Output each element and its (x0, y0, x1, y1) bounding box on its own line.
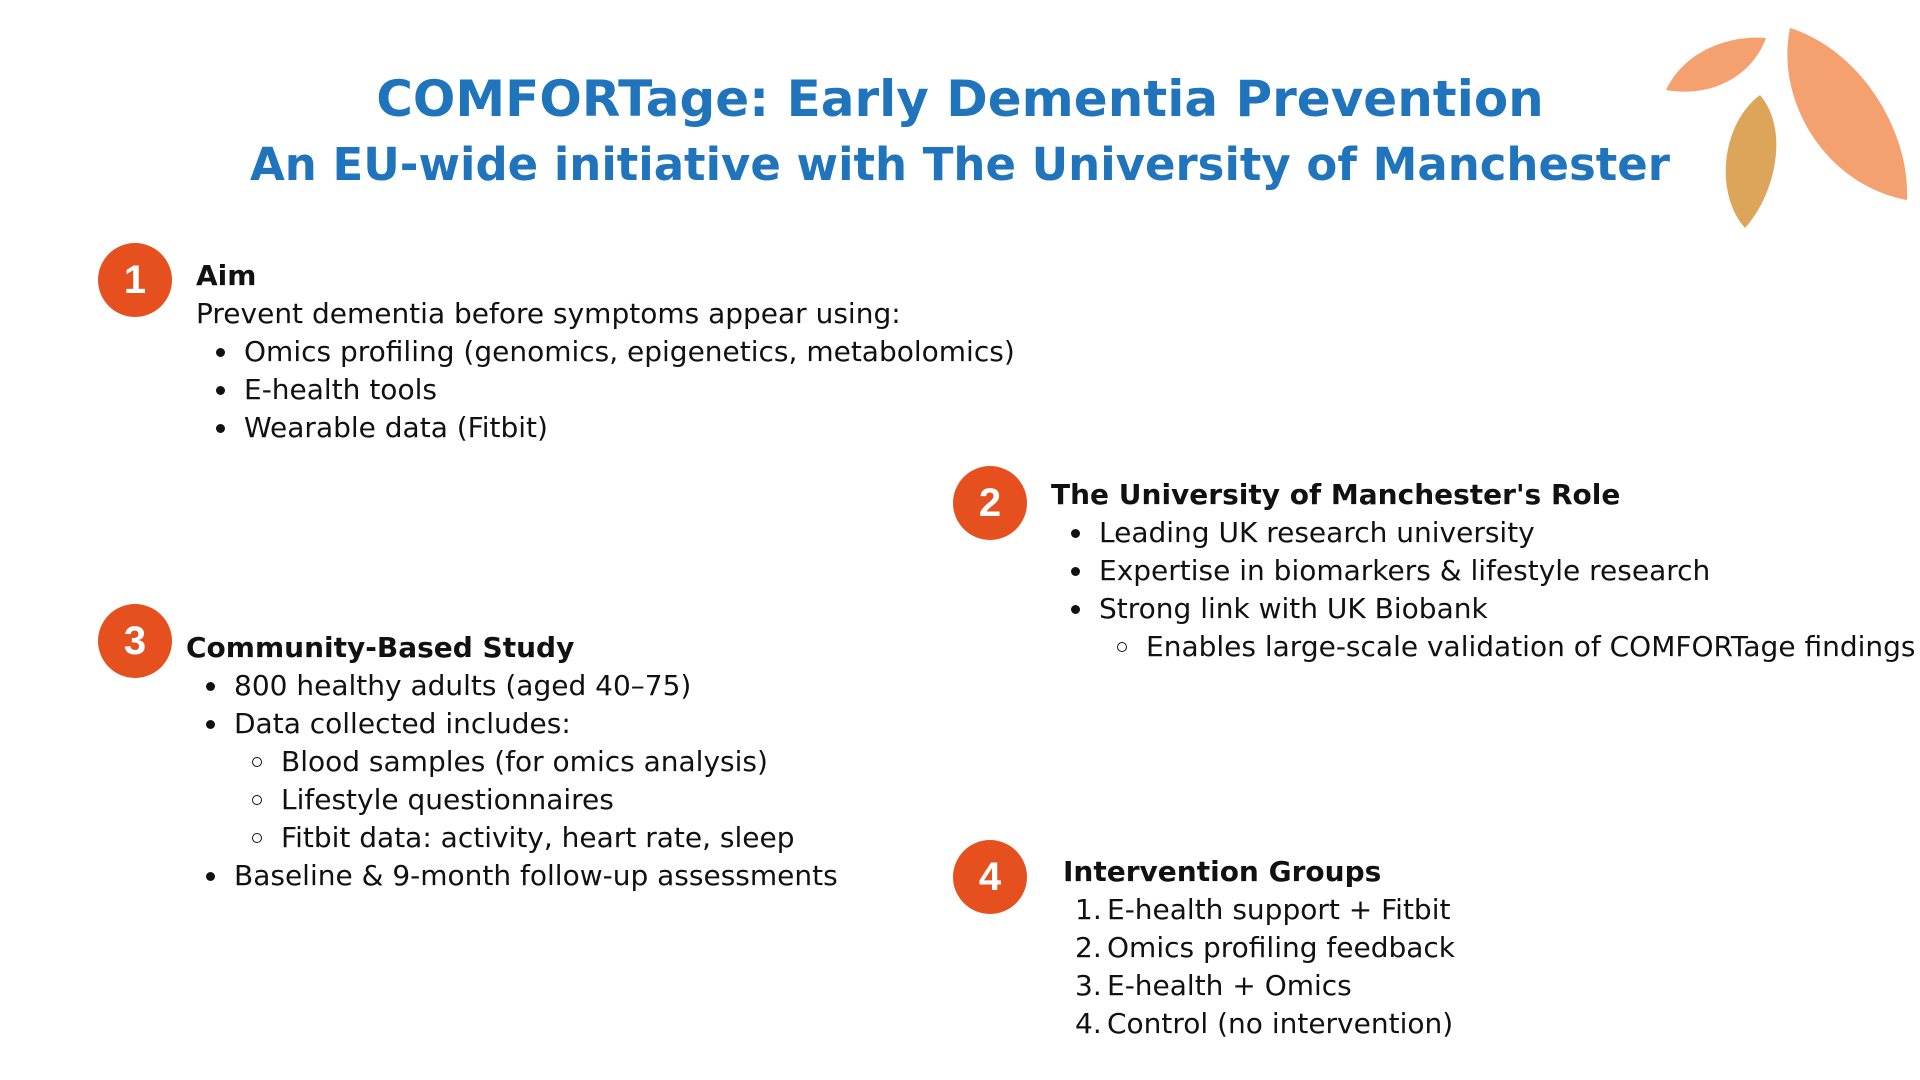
list-item: Baseline & 9-month follow-up assessments (186, 857, 838, 895)
list-item (1075, 929, 1455, 967)
sub-list-item: Blood samples (for omics analysis) (186, 743, 838, 781)
aim-list (196, 333, 1015, 447)
sub-list-item: Lifestyle questionnaires (186, 781, 838, 819)
list-item: Omics profiling (genomics, epigenetics, metabolomics) (196, 333, 1015, 371)
page-title: COMFORTage: Early Dementia Prevention (376, 70, 1544, 128)
leaf-left-icon (1666, 38, 1766, 92)
page-subtitle: An EU-wide initiative with The University of Manchester (249, 138, 1670, 191)
section-3-badge: 3 (98, 604, 172, 678)
study-list (186, 667, 838, 895)
aim-intro: Prevent dementia before symptoms appear using: (196, 297, 901, 330)
item-text: E-health + Omics (1107, 969, 1352, 1002)
item-text: E-health support + Fitbit (1107, 893, 1451, 926)
groups-section (1063, 853, 1455, 1043)
list-item: E-health tools (196, 371, 1015, 409)
list-item (1075, 967, 1455, 1005)
study-section (186, 629, 838, 895)
groups-list (1063, 891, 1455, 1043)
item-number: 3. (1075, 969, 1102, 1002)
item-text: Omics profiling feedback (1107, 931, 1456, 964)
item-number: 1. (1075, 893, 1102, 926)
role-list (1051, 514, 1916, 666)
list-item: Leading UK research university (1051, 514, 1916, 552)
role-heading: The University of Manchester's Role (1051, 478, 1621, 511)
section-2-badge: 2 (953, 466, 1027, 540)
leaf-decoration-icon (1660, 20, 1920, 240)
list-item: 800 healthy adults (aged 40–75) (186, 667, 838, 705)
leaf-right-icon (1787, 28, 1907, 200)
list-item (1075, 1005, 1455, 1043)
section-1-badge: 1 (98, 243, 172, 317)
sub-list-item: Enables large-scale validation of COMFORTage findings (1051, 628, 1916, 666)
study-heading: Community-Based Study (186, 631, 575, 664)
list-item: Expertise in biomarkers & lifestyle research (1051, 552, 1916, 590)
section-4-badge: 4 (953, 840, 1027, 914)
role-section (1051, 476, 1916, 666)
groups-heading: Intervention Groups (1063, 855, 1382, 888)
sub-list-item: Fitbit data: activity, heart rate, sleep (186, 819, 838, 857)
leaf-gold-icon (1726, 95, 1777, 228)
aim-heading: Aim (196, 259, 257, 292)
list-item: Wearable data (Fitbit) (196, 409, 1015, 447)
list-item (1075, 891, 1455, 929)
aim-section (196, 257, 1015, 447)
list-item: Strong link with UK Biobank (1051, 590, 1916, 628)
list-item: Data collected includes: (186, 705, 838, 743)
item-number: 2. (1075, 931, 1102, 964)
item-text: Control (no intervention) (1107, 1007, 1454, 1040)
item-number: 4. (1075, 1007, 1102, 1040)
